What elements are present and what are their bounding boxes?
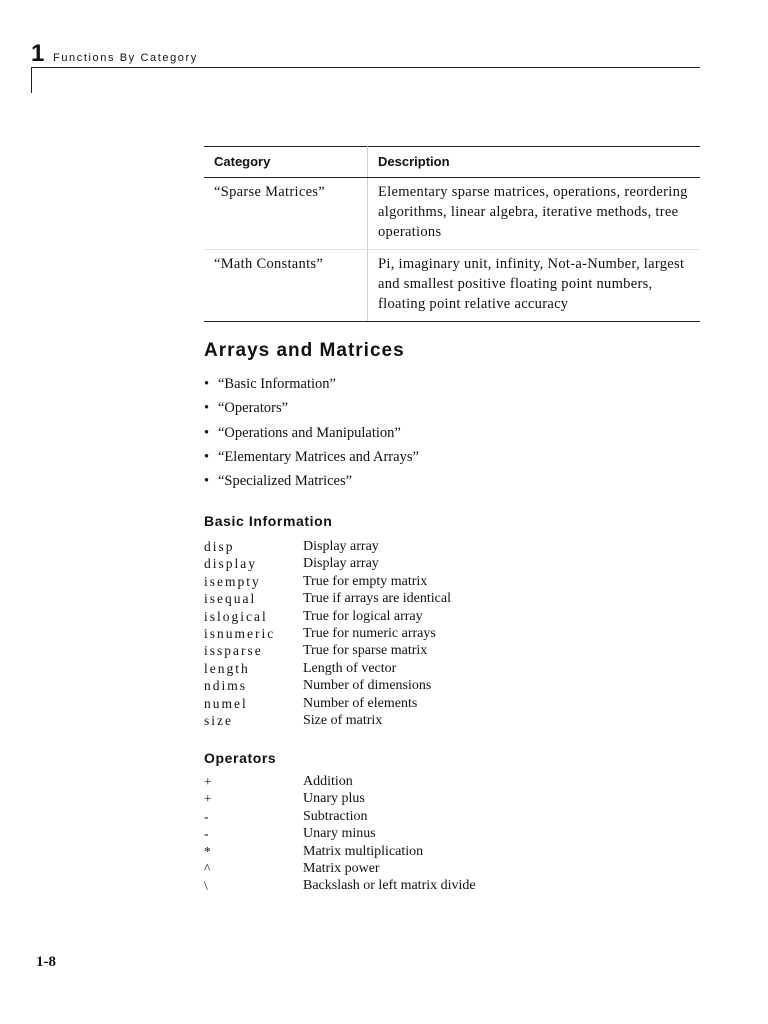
operator-symbol[interactable]: ^ — [204, 860, 213, 876]
section-link[interactable]: “Operators” — [218, 400, 289, 417]
list-item — [204, 447, 419, 471]
function-description: True for empty matrix — [303, 573, 428, 589]
chapter-title: Functions By Category — [53, 52, 198, 64]
function-name[interactable]: disp — [204, 539, 235, 554]
category-link[interactable]: “Sparse Matrices” — [204, 178, 368, 250]
function-description: True if arrays are identical — [303, 591, 451, 607]
operator-description: Backslash or left matrix divide — [303, 878, 476, 894]
operator-symbol[interactable]: - — [204, 808, 211, 824]
page-header — [0, 0, 768, 100]
operator-description: Addition — [303, 774, 353, 789]
bullet: • — [204, 448, 210, 465]
function-description: Size of matrix — [303, 712, 383, 728]
operator-description: Unary minus — [303, 826, 376, 842]
bullet: • — [204, 473, 210, 490]
function-name[interactable]: ndims — [204, 678, 248, 694]
category-description: Elementary sparse matrices, operations, reordering algorithms, linear algebra, iterative methods, tree operations — [368, 178, 701, 250]
function-name[interactable]: isequal — [204, 591, 257, 607]
function-name[interactable]: isempty — [204, 573, 261, 589]
category-table — [204, 146, 700, 322]
table-header-row — [204, 147, 700, 178]
operator-description: Matrix multiplication — [303, 843, 424, 859]
operator-symbol[interactable]: - — [204, 826, 211, 842]
bullet: • — [204, 376, 210, 392]
list-item — [204, 374, 419, 398]
section-link-list — [204, 374, 419, 495]
operator-symbol[interactable]: * — [204, 843, 213, 859]
column-header-category: Category — [204, 147, 368, 178]
bullet: • — [204, 400, 210, 417]
category-link[interactable]: “Math Constants” — [204, 250, 368, 322]
list-item — [204, 471, 419, 495]
function-description: Display array — [303, 539, 379, 554]
subsection-title-basic-information: Basic Information — [204, 513, 333, 529]
function-description: True for sparse matrix — [303, 643, 428, 659]
operator-description: Subtraction — [303, 808, 368, 824]
operator-symbol[interactable]: + — [204, 791, 214, 807]
function-description: True for numeric arrays — [303, 625, 436, 641]
subsection-title-operators: Operators — [204, 750, 277, 766]
section-title: Arrays and Matrices — [204, 340, 405, 361]
function-name[interactable]: display — [204, 556, 257, 572]
header-rule — [31, 67, 700, 68]
section-link[interactable]: “Basic Information” — [218, 376, 336, 392]
function-name[interactable]: isnumeric — [204, 625, 276, 641]
operator-symbol[interactable]: + — [204, 774, 214, 789]
operator-description: Unary plus — [303, 791, 365, 807]
page-number: 1-8 — [36, 954, 56, 970]
function-description: Display array — [303, 556, 379, 572]
list-item — [204, 423, 419, 447]
operator-description: Matrix power — [303, 860, 380, 876]
chapter-number: 1 — [31, 40, 45, 67]
bullet: • — [204, 424, 210, 441]
section-link[interactable]: “Specialized Matrices” — [218, 473, 353, 490]
section-link[interactable]: “Elementary Matrices and Arrays” — [218, 448, 419, 465]
operator-symbol[interactable]: \ — [204, 878, 210, 894]
function-description: Length of vector — [303, 660, 397, 676]
section-link[interactable]: “Operations and Manipulation” — [218, 424, 401, 441]
function-description: Number of elements — [303, 695, 418, 711]
function-name[interactable]: size — [204, 712, 233, 728]
list-item — [204, 398, 419, 422]
function-name[interactable]: numel — [204, 695, 248, 711]
function-name[interactable]: length — [204, 660, 250, 676]
function-description: Number of dimensions — [303, 678, 432, 694]
category-description: Pi, imaginary unit, infinity, Not-a-Number, largest and smallest positive floating point numbers, floating point relative accuracy — [368, 250, 701, 322]
header-tick — [31, 67, 32, 93]
table-row — [204, 178, 700, 250]
column-header-description: Description — [368, 147, 701, 178]
table-row — [204, 250, 700, 322]
function-description: True for logical array — [303, 608, 423, 624]
function-name[interactable]: islogical — [204, 608, 268, 624]
function-name[interactable]: issparse — [204, 643, 263, 659]
